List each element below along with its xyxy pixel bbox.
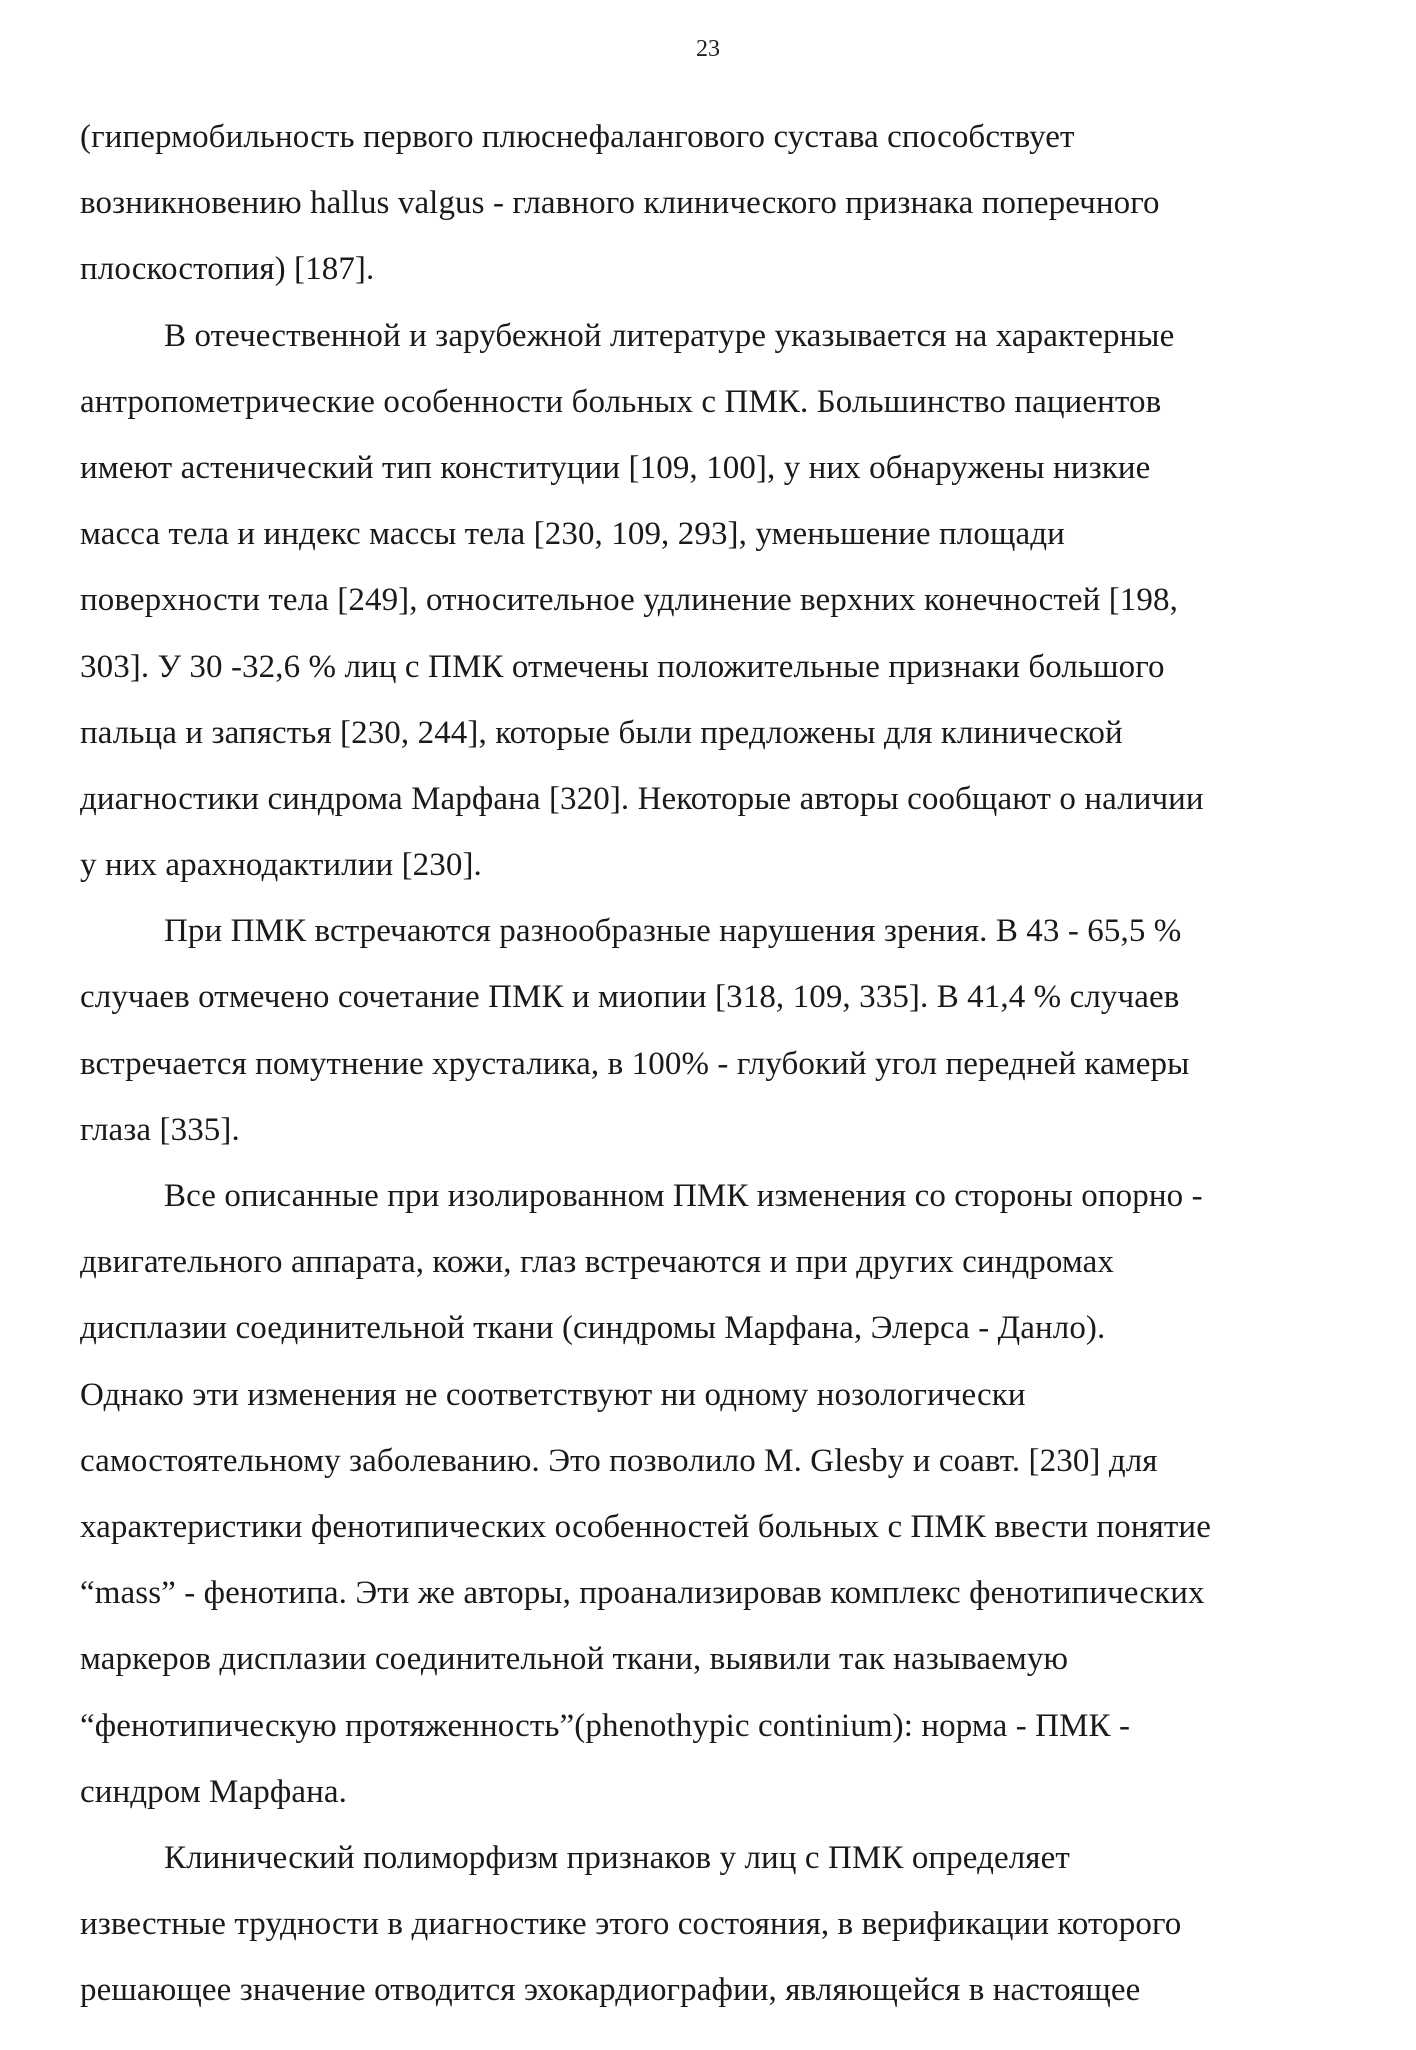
text-line: диагностики синдрома Марфана [320]. Некоторые авторы сообщают о наличии <box>80 780 1204 817</box>
text-line: поверхности тела [249], относительное удлинение верхних конечностей [198, <box>80 582 1178 619</box>
text-line: у них арахнодактилии [230]. <box>80 847 482 884</box>
paragraph-1 <box>80 104 1340 303</box>
text-line: Все описанные при изолированном ПМК изменения со стороны опорно - <box>164 1178 1203 1214</box>
text-line: 303]. У 30 -32,6 % лиц с ПМК отмечены положительные признаки большого <box>80 648 1165 685</box>
text-line: пальца и запястья [230, 244], которые были предложены для клинической <box>80 714 1123 751</box>
text-line: возникновению hallus valgus - главного клинического признака поперечного <box>80 185 1160 222</box>
text-line: маркеров дисплазии соединительной ткани, выявили так называемую <box>80 1641 1069 1678</box>
text-line: двигательного аппарата, кожи, глаз встречаются и при других синдромах <box>80 1244 1114 1281</box>
page-number: 23 <box>696 36 720 62</box>
text-line: Однако эти изменения не соответствуют ни одному нозологически <box>80 1376 1026 1413</box>
text-line: известные трудности в диагностике этого состояния, в верификации которого <box>80 1906 1182 1943</box>
text-line: антропометрические особенности больных с ПМК. Большинство пациентов <box>80 383 1162 420</box>
text-line: имеют астенический тип конституции [109, 100], у них обнаружены низкие <box>80 449 1151 486</box>
paragraph-2 <box>80 303 1340 899</box>
text-line: встречается помутнение хрусталика, в 100% - глубокий угол передней камеры <box>80 1045 1190 1082</box>
text-line: характеристики фенотипических особенностей больных с ПМК ввести понятие <box>80 1508 1211 1545</box>
text-line: В отечественной и зарубежной литературе указывается на характерные <box>164 317 1175 354</box>
body-text <box>80 104 1340 2023</box>
text-line: решающее значение отводится эхокардиографии, являющейся в настоящее <box>80 1972 1141 2009</box>
text-line: масса тела и индекс массы тела [230, 109, 293], уменьшение площади <box>80 516 1065 553</box>
paragraph-4 <box>80 1163 1340 1825</box>
text-line: самостоятельному заболеванию. Это позволило M. Glesby и соавт. [230] для <box>80 1442 1158 1479</box>
text-line: “фенотипическую протяженность”(phenothypic continium): норма - ПМК - <box>80 1707 1131 1744</box>
text-line: “mass” - фенотипа. Эти же авторы, проанализировав комплекс фенотипических <box>80 1575 1205 1612</box>
text-line: Клинический полиморфизм признаков у лиц с ПМК определяет <box>164 1839 1070 1876</box>
paragraph-3 <box>80 898 1340 1163</box>
text-line: глаза [335]. <box>80 1111 240 1148</box>
text-line: синдром Марфана. <box>80 1773 347 1810</box>
text-line: дисплазии соединительной ткани (синдромы Марфана, Элерса - Данло). <box>80 1310 1106 1347</box>
paragraph-5 <box>80 1825 1340 2024</box>
text-line: плоскостопия) [187]. <box>80 251 375 288</box>
text-line: случаев отмечено сочетание ПМК и миопии [318, 109, 335]. В 41,4 % случаев <box>80 979 1180 1016</box>
text-line: (гипермобильность первого плюснефалангового сустава способствует <box>80 119 1075 155</box>
text-line: При ПМК встречаются разнообразные нарушения зрения. В 43 - 65,5 % <box>164 913 1182 950</box>
